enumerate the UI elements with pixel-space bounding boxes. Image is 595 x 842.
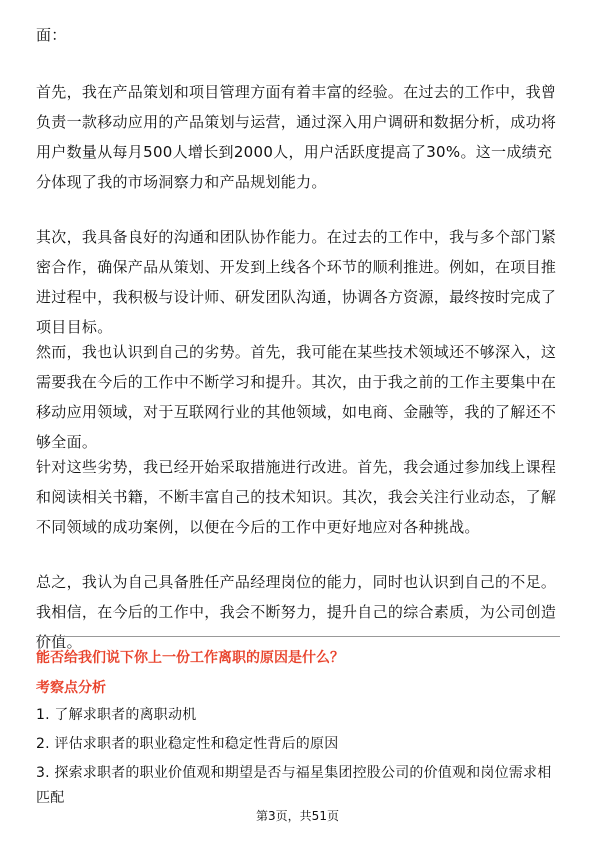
paragraph-heading-fragment: 面：	[36, 26, 67, 44]
list-item: 3. 探索求职者的职业价值观和期望是否与福星集团控股公司的价值观和岗位需求相匹配	[36, 765, 552, 806]
paragraph-improvement: 针对这些劣势，我已经开始采取措施进行改进。首先，我会通过参加线上课程和阅读相关书籍，不断丰富自己的技术知识。其次，我会关注行业动态，了解不同领域的成功案例，以便在今后的工作中更好地应对各种挑战。	[36, 458, 557, 536]
section-title: 考察点分析	[36, 680, 106, 696]
list-item: 2. 评估求职者的职业稳定性和稳定性背后的原因	[36, 736, 339, 752]
paragraph-experience: 首先，我在产品策划和项目管理方面有着丰富的经验。在过去的工作中，我曾负责一款移动应用的产品策划与运营，通过深入用户调研和数据分析，成功将用户数量从每月500人增长到2000人，用户活跃度提高了30%。这一成绩充分体现了我的市场洞察力和产品规划能力。	[36, 83, 557, 191]
page-number: 第3页，共51页	[256, 809, 339, 823]
interview-question: 能否给我们说下你上一份工作离职的原因是什么？	[36, 650, 344, 666]
paragraph-communication: 其次，我具备良好的沟通和团队协作能力。在过去的工作中，我与多个部门紧密合作，确保产品从策划、开发到上线各个环节的顺利推进。例如，在项目推进过程中，我积极与设计师、研发团队沟通，协调各方资源，最终按时完成了项目目标。	[36, 228, 557, 336]
paragraph-weaknesses: 然而，我也认识到自己的劣势。首先，我可能在某些技术领域还不够深入，这需要我在今后的工作中不断学习和提升。其次，由于我之前的工作主要集中在移动应用领域，对于互联网行业的其他领域，如电商、金融等，我的了解还不够全面。	[36, 343, 557, 451]
divider	[36, 636, 560, 637]
paragraph-conclusion: 总之，我认为自己具备胜任产品经理岗位的能力，同时也认识到自己的不足。我相信，在今后的工作中，我会不断努力，提升自己的综合素质，为公司创造价值。	[36, 573, 557, 651]
list-item: 1. 了解求职者的离职动机	[36, 707, 197, 723]
